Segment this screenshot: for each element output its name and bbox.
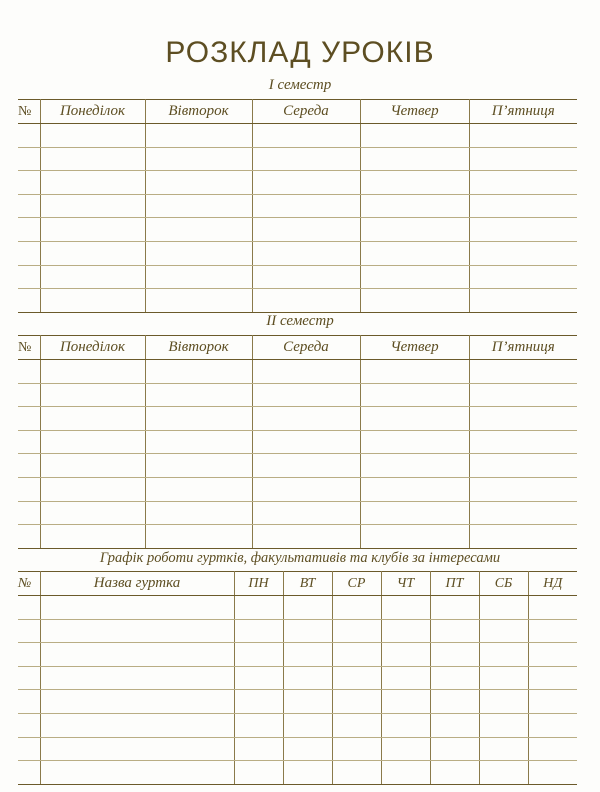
table-cell [283,737,332,761]
table-row [18,619,577,643]
table-cell [283,643,332,667]
table-cell [332,619,381,643]
header-mon: ПН [234,572,283,596]
table-cell [381,596,430,620]
semester-1-body [18,124,577,313]
table-cell [479,619,528,643]
header-thursday: Четвер [360,100,469,124]
table-cell [234,737,283,761]
table-cell [332,596,381,620]
header-sun: НД [528,572,577,596]
clubs-body [18,596,577,785]
table-cell [430,643,479,667]
table-cell [40,407,145,431]
table-cell [252,525,360,549]
table-row [18,761,577,785]
table-cell [40,289,145,313]
table-cell [283,761,332,785]
table-cell [528,643,577,667]
table-cell [40,690,234,714]
table-cell [145,501,252,525]
table-cell [381,761,430,785]
table-cell [40,124,145,148]
table-cell [252,147,360,171]
table-cell [430,713,479,737]
table-cell [18,454,40,478]
header-monday: Понеділок [40,100,145,124]
table-cell [40,477,145,501]
table-cell [469,383,577,407]
header-fri: ПТ [430,572,479,596]
page-title: РОЗКЛАД УРОКІВ [165,36,435,69]
table-cell [479,761,528,785]
table-cell [528,596,577,620]
table-cell [40,241,145,265]
table-cell [528,690,577,714]
table-cell [360,360,469,384]
table-cell [40,383,145,407]
table-cell [18,525,40,549]
table-cell [252,241,360,265]
table-cell [430,690,479,714]
table-cell [283,619,332,643]
table-cell [283,596,332,620]
table-cell [469,525,577,549]
table-row [18,501,577,525]
table-row [18,596,577,620]
table-row [18,124,577,148]
table-cell [18,194,40,218]
header-friday: П’ятниця [469,100,577,124]
table-cell [469,241,577,265]
table-cell [18,619,40,643]
table-row [18,360,577,384]
table-cell [145,477,252,501]
table-cell [145,289,252,313]
header-number: № [18,100,40,124]
table-cell [469,430,577,454]
table-cell [469,477,577,501]
header-wed: СР [332,572,381,596]
table-cell [145,265,252,289]
table-row [18,241,577,265]
table-cell [360,383,469,407]
table-cell [145,430,252,454]
table-cell [145,218,252,242]
table-cell [360,147,469,171]
table-cell [479,737,528,761]
semester-2-body [18,360,577,549]
table-header-row [18,572,577,596]
table-cell [18,360,40,384]
table-cell [18,289,40,313]
header-wednesday: Середа [252,100,360,124]
table-cell [234,643,283,667]
table-cell [18,241,40,265]
table-cell [234,666,283,690]
table-cell [479,713,528,737]
table-cell [40,360,145,384]
table-cell [252,383,360,407]
table-cell [381,643,430,667]
table-cell [18,124,40,148]
table-cell [252,454,360,478]
table-row [18,737,577,761]
table-cell [430,761,479,785]
table-cell [381,690,430,714]
table-cell [18,265,40,289]
table-cell [234,761,283,785]
table-cell [40,761,234,785]
table-cell [360,171,469,195]
clubs-table [18,571,577,785]
header-thu: ЧТ [381,572,430,596]
table-cell [18,501,40,525]
table-cell [18,596,40,620]
table-cell [145,241,252,265]
table-cell [252,430,360,454]
table-cell [283,713,332,737]
table-cell [381,619,430,643]
table-cell [145,454,252,478]
table-cell [283,690,332,714]
semester-2-label: ІІ семестр [266,313,334,329]
table-cell [479,596,528,620]
table-cell [40,619,234,643]
table-cell [332,713,381,737]
semester-1-table [18,99,577,313]
table-cell [18,430,40,454]
table-row [18,477,577,501]
table-cell [145,407,252,431]
table-row [18,454,577,478]
table-cell [469,501,577,525]
table-row [18,265,577,289]
table-cell [40,643,234,667]
table-cell [145,147,252,171]
table-cell [430,737,479,761]
table-header-row [18,100,577,124]
table-cell [252,289,360,313]
header-number: № [18,336,40,360]
table-cell [18,147,40,171]
table-cell [252,477,360,501]
table-cell [234,596,283,620]
table-cell [469,289,577,313]
header-friday: П’ятниця [469,336,577,360]
table-cell [360,289,469,313]
table-cell [40,218,145,242]
table-cell [479,666,528,690]
table-cell [252,360,360,384]
table-row [18,430,577,454]
table-cell [40,525,145,549]
table-cell [332,690,381,714]
header-tue: ВТ [283,572,332,596]
table-row [18,666,577,690]
table-cell [18,643,40,667]
table-cell [360,525,469,549]
table-header-row [18,336,577,360]
table-cell [18,383,40,407]
table-cell [18,713,40,737]
table-cell [528,737,577,761]
table-cell [145,194,252,218]
table-cell [528,619,577,643]
table-cell [40,194,145,218]
table-cell [40,596,234,620]
table-cell [469,407,577,431]
table-cell [145,525,252,549]
table-cell [40,171,145,195]
table-row [18,218,577,242]
table-cell [234,713,283,737]
table-cell [234,619,283,643]
header-number: № [18,572,40,596]
table-cell [469,454,577,478]
table-cell [360,218,469,242]
table-cell [252,171,360,195]
table-cell [469,265,577,289]
table-cell [430,666,479,690]
table-row [18,690,577,714]
header-tuesday: Вівторок [145,100,252,124]
table-cell [479,643,528,667]
table-cell [469,171,577,195]
header-club-name: Назва гуртка [40,572,234,596]
semester-2-table [18,335,577,549]
table-cell [40,454,145,478]
table-cell [332,737,381,761]
table-row [18,407,577,431]
table-cell [360,241,469,265]
table-row [18,383,577,407]
table-row [18,194,577,218]
table-cell [18,690,40,714]
table-cell [469,218,577,242]
table-cell [18,666,40,690]
table-cell [381,666,430,690]
table-row [18,171,577,195]
table-cell [252,124,360,148]
table-cell [479,690,528,714]
table-cell [18,407,40,431]
table-cell [332,666,381,690]
table-cell [360,454,469,478]
table-cell [18,737,40,761]
table-cell [18,761,40,785]
table-cell [360,265,469,289]
header-tuesday: Вівторок [145,336,252,360]
header-sat: СБ [479,572,528,596]
table-cell [360,430,469,454]
semester-1-label: І семестр [268,77,332,93]
header-wednesday: Середа [252,336,360,360]
table-cell [18,477,40,501]
table-cell [332,761,381,785]
table-cell [252,407,360,431]
header-monday: Понеділок [40,336,145,360]
table-cell [283,666,332,690]
table-cell [360,477,469,501]
table-cell [40,713,234,737]
table-row [18,713,577,737]
table-cell [332,643,381,667]
table-cell [145,383,252,407]
table-row [18,289,577,313]
table-cell [234,690,283,714]
table-cell [381,713,430,737]
table-cell [145,124,252,148]
table-cell [40,430,145,454]
clubs-label: Графік роботи гуртків, факультативів та клубів за інтересами [99,550,501,566]
table-cell [360,501,469,525]
header-thursday: Четвер [360,336,469,360]
table-cell [360,124,469,148]
table-cell [40,737,234,761]
table-cell [528,713,577,737]
table-cell [430,596,479,620]
table-cell [469,194,577,218]
table-cell [145,360,252,384]
table-cell [430,619,479,643]
table-cell [40,501,145,525]
table-row [18,643,577,667]
table-cell [18,218,40,242]
table-cell [40,147,145,171]
table-cell [18,171,40,195]
table-cell [360,407,469,431]
table-row [18,147,577,171]
table-cell [528,666,577,690]
table-cell [469,360,577,384]
table-cell [469,124,577,148]
table-cell [360,194,469,218]
table-cell [252,501,360,525]
table-cell [252,218,360,242]
table-cell [40,265,145,289]
table-cell [469,147,577,171]
table-cell [252,194,360,218]
table-cell [145,171,252,195]
table-row [18,525,577,549]
table-cell [528,761,577,785]
table-cell [381,737,430,761]
table-cell [40,666,234,690]
table-cell [252,265,360,289]
